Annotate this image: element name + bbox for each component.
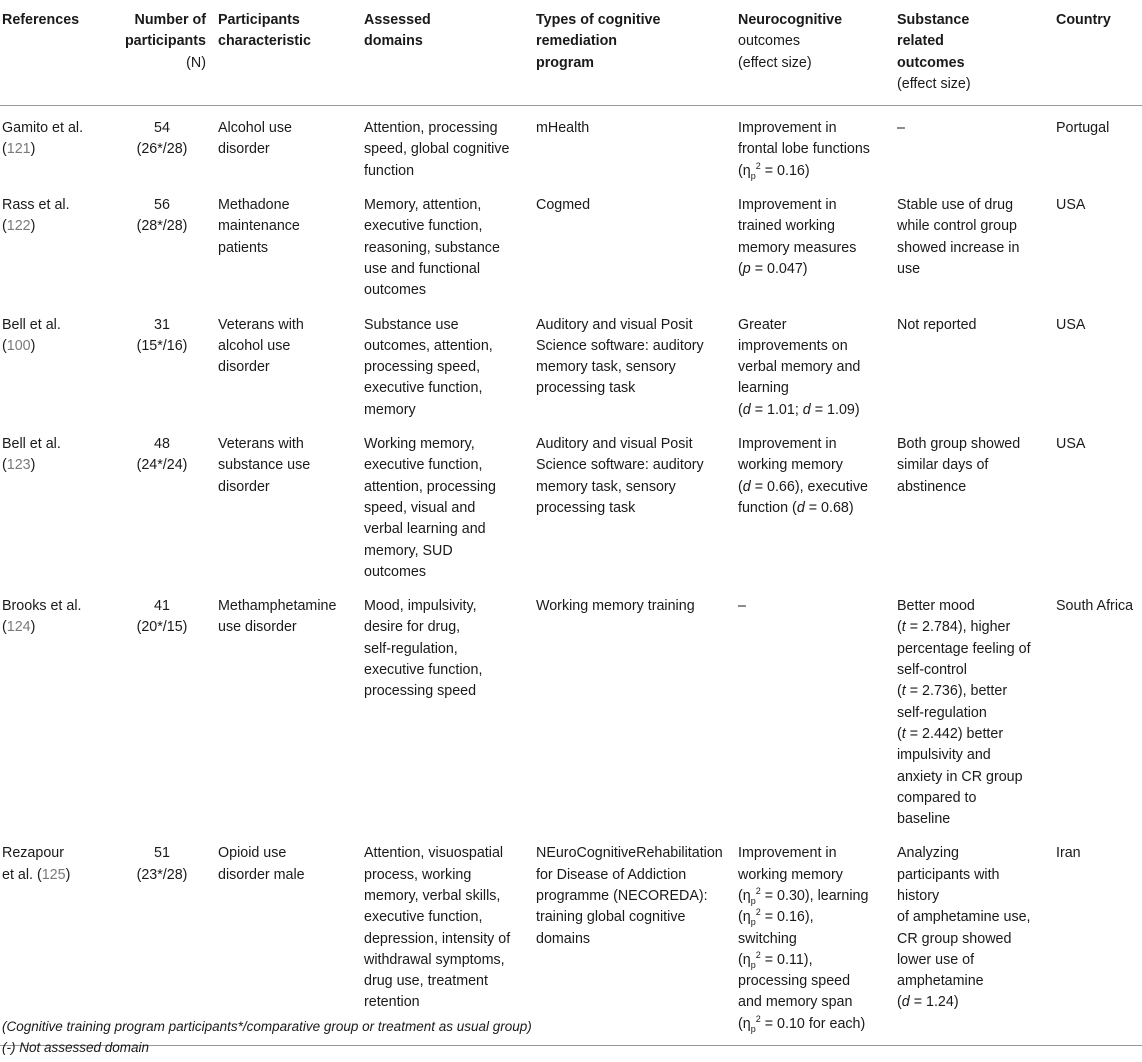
reference-author: Bell et al.: [2, 436, 61, 453]
cell-line: while control group: [897, 218, 1018, 235]
cell-line: disorder: [218, 478, 270, 495]
cell-line: Opioid use: [218, 845, 287, 862]
cell-line: memory, SUD: [364, 542, 453, 559]
cell-line: memory task, sensory: [536, 359, 676, 376]
cell-line: Stable use of drug: [897, 197, 1014, 214]
cell-line: Working memory training: [536, 598, 695, 615]
reference-link[interactable]: 121: [6, 141, 31, 158]
footnotes: [2, 1016, 532, 1058]
cell-line: verbal memory and: [738, 359, 861, 376]
cell-line: programme (NECOREDA):: [536, 887, 708, 904]
cell-line: depression, intensity of: [364, 930, 511, 947]
table-row: [0, 185, 1142, 304]
participants-cell: [116, 586, 216, 833]
header-domains: Assessed domains: [362, 0, 534, 106]
cell-line: outcomes: [364, 282, 426, 299]
cell-line: use: [897, 260, 921, 277]
country-cell: South Africa: [1056, 598, 1134, 615]
cell-line: compared to: [897, 789, 977, 806]
cell-line: Analyzing: [897, 845, 959, 862]
cell-line: learning: [738, 380, 789, 397]
domains-cell: [362, 185, 534, 304]
cell-line: speed, global cognitive: [364, 141, 510, 158]
participants-split: (28*/28): [136, 218, 188, 235]
cell-line: patients: [218, 239, 269, 256]
participants-split: (26*/28): [136, 141, 188, 158]
cell-line: of amphetamine use,: [897, 909, 1031, 926]
characteristic-cell: [216, 424, 362, 586]
reference-cell: Rezapour et al. (125): [0, 833, 116, 1045]
cell-line: (t = 2.442) better: [897, 725, 1004, 742]
cell-line: percentage feeling of: [897, 640, 1031, 657]
cell-line: processing task: [536, 499, 636, 516]
cell-line: $(\eta_p^2 = 0.16)$: [738, 160, 810, 181]
cell-line: Memory, attention,: [364, 197, 482, 214]
cell-line: –: [897, 120, 905, 137]
neurocognitive-cell: [736, 424, 895, 586]
cell-line: disorder male: [218, 866, 305, 883]
cell-line: Science software: auditory: [536, 457, 704, 474]
table-row: [0, 833, 1142, 1045]
participants-cell: [116, 106, 216, 185]
participants-total: 56: [154, 197, 170, 214]
cell-line: anxiety in CR group: [897, 768, 1023, 785]
characteristic-cell: [216, 305, 362, 424]
cell-line: participants with: [897, 866, 1000, 883]
cell-line: Attention, visuospatial: [364, 845, 504, 862]
cell-line: executive function,: [364, 218, 483, 235]
participants-total: 41: [154, 598, 170, 615]
country-cell: USA: [1056, 436, 1086, 453]
country-cell: Portugal: [1056, 120, 1110, 137]
cell-line: attention, processing: [364, 478, 496, 495]
cell-line: Alcohol use: [218, 120, 292, 137]
country-cell: USA: [1056, 316, 1086, 333]
program-cell: [534, 586, 736, 833]
cell-line: memory, verbal skills,: [364, 887, 501, 904]
substance-cell: [895, 305, 1054, 424]
program-cell: [534, 305, 736, 424]
cell-line: similar days of: [897, 457, 989, 474]
domains-cell: [362, 106, 534, 185]
table-body: [0, 106, 1142, 1046]
cell-line: Improvement in: [738, 120, 837, 137]
cell-line: executive function,: [364, 380, 483, 397]
header-neurocognitive: Neurocognitive outcomes (effect size): [736, 0, 895, 106]
cell-line: Mood, impulsivity,: [364, 598, 477, 615]
table-row: [0, 586, 1142, 833]
cell-line: alcohol use: [218, 337, 291, 354]
header-program: Types of cognitive remediation program: [534, 0, 736, 106]
header-substance: Substance related outcomes (effect size): [895, 0, 1054, 106]
cell-line: maintenance: [218, 218, 300, 235]
domains-cell: [362, 586, 534, 833]
reference-author: Gamito et al.: [2, 120, 84, 137]
cell-line: baseline: [897, 811, 951, 828]
header-characteristic: Participants characteristic: [216, 0, 362, 106]
substance-cell: [895, 106, 1054, 185]
cell-line: Methamphetamine: [218, 598, 337, 615]
cell-line: retention: [364, 994, 420, 1011]
cell-line: for Disease of Addiction: [536, 866, 687, 883]
program-cell: [534, 424, 736, 586]
reference-link[interactable]: 123: [6, 457, 31, 474]
cell-line: executive function,: [364, 909, 483, 926]
characteristic-cell: [216, 586, 362, 833]
cell-line: mHealth: [536, 120, 590, 137]
cell-line: Greater: [738, 316, 787, 333]
reference-link[interactable]: 100: [6, 337, 31, 354]
cell-line: (t = 2.736), better: [897, 683, 1008, 700]
neurocognitive-cell: [736, 305, 895, 424]
cell-line: Attention, processing: [364, 120, 498, 137]
program-cell: [534, 185, 736, 304]
reference-link[interactable]: 122: [6, 218, 31, 235]
cell-line: verbal learning and: [364, 521, 486, 538]
cell-line: function (d = 0.68): [738, 499, 854, 516]
cell-line: self-regulation,: [364, 640, 458, 657]
cell-line: withdrawal symptoms,: [364, 951, 505, 968]
participants-total: 31: [154, 316, 170, 333]
country-cell: Iran: [1054, 833, 1142, 1045]
participants-cell: [116, 185, 216, 304]
reference-cell: Bell et al. (123): [0, 424, 116, 586]
cell-line: memory measures: [738, 239, 857, 256]
cell-line: ($\eta_p^2 = 0.10$ for each): [738, 1013, 866, 1034]
cell-line: self-control: [897, 662, 967, 679]
cell-line: abstinence: [897, 478, 967, 495]
cell-line: amphetamine: [897, 973, 984, 990]
cell-line: Methadone: [218, 197, 290, 214]
cell-line: –: [738, 598, 746, 615]
cell-line: (p = 0.047): [738, 260, 808, 277]
reference-cell: Brooks et al. (124): [0, 586, 116, 833]
reference-author: Rass et al.: [2, 197, 70, 214]
cell-line: Auditory and visual Posit: [536, 436, 693, 453]
cell-line: Substance use: [364, 316, 459, 333]
reference-author: Bell et al.: [2, 316, 61, 333]
participants-total: 54: [154, 120, 170, 137]
cell-line: (d = 1.24): [897, 994, 959, 1011]
cell-line: executive function,: [364, 662, 483, 679]
participants-split: (20*/15): [136, 619, 188, 636]
substance-cell: [895, 833, 1054, 1045]
reference-cell: Bell et al. (100): [0, 305, 116, 424]
cell-line: NEuroCognitiveRehabilitation: [536, 845, 723, 862]
substance-cell: [895, 424, 1054, 586]
cell-line: Better mood: [897, 598, 975, 615]
characteristic-cell: [216, 833, 362, 1045]
cell-line: Improvement in: [738, 436, 837, 453]
reference-link[interactable]: 124: [6, 619, 31, 636]
cell-line: improvements on: [738, 337, 848, 354]
cell-line: desire for drug,: [364, 619, 461, 636]
cell-line: $(\eta_p^2 = 0.16)$,: [738, 907, 814, 928]
table-row: [0, 305, 1142, 424]
domains-cell: [362, 833, 534, 1045]
cell-line: processing speed: [364, 683, 477, 700]
cell-line: memory: [364, 401, 416, 418]
cell-line: (t = 2.784), higher: [897, 619, 1011, 636]
cell-line: disorder: [218, 359, 270, 376]
cell-line: working memory: [738, 866, 843, 883]
cell-line: training global cognitive: [536, 909, 686, 926]
cell-line: processing speed: [738, 973, 851, 990]
cell-line: (d = 0.66), executive: [738, 478, 868, 495]
participants-split: (23*/28): [136, 866, 188, 883]
cell-line: reasoning, substance: [364, 239, 500, 256]
cell-line: Improvement in: [738, 197, 837, 214]
cell-line: Auditory and visual Posit: [536, 316, 693, 333]
cell-line: memory task, sensory: [536, 478, 676, 495]
cell-line: (d = 1.01; d = 1.09): [738, 401, 860, 418]
cell-line: outcomes, attention,: [364, 337, 493, 354]
cell-line: Both group showed: [897, 436, 1021, 453]
substance-cell: [895, 185, 1054, 304]
cell-line: switching: [738, 930, 797, 947]
participants-cell: [116, 424, 216, 586]
domains-cell: [362, 305, 534, 424]
participants-cell: [116, 305, 216, 424]
program-cell: [534, 106, 736, 185]
cell-line: disorder: [218, 141, 270, 158]
cell-line: use and functional: [364, 260, 481, 277]
header-country: Country: [1054, 0, 1142, 106]
cell-line: processing speed,: [364, 359, 481, 376]
cell-line: and memory span: [738, 994, 853, 1011]
neurocognitive-cell: [736, 185, 895, 304]
cell-line: impulsivity and: [897, 747, 991, 764]
cell-line: working memory: [738, 457, 843, 474]
cell-line: process, working: [364, 866, 472, 883]
reference-link[interactable]: 125: [41, 866, 66, 883]
table-row: [0, 424, 1142, 586]
cell-line: domains: [536, 930, 591, 947]
header-participants: Number of participants (N): [116, 0, 216, 106]
cell-line: trained working: [738, 218, 835, 235]
cell-line: Not reported: [897, 316, 977, 333]
reference-author: Rezapour: [2, 845, 64, 862]
table-row: [0, 106, 1142, 185]
cell-line: $(\eta_p^2 = 0.30)$, learning: [738, 885, 869, 906]
cell-line: Veterans with: [218, 316, 304, 333]
participants-cell: [116, 833, 216, 1045]
cell-line: CR group showed: [897, 930, 1012, 947]
cell-line: lower use of: [897, 951, 975, 968]
cell-line: Improvement in: [738, 845, 837, 862]
cell-line: function: [364, 162, 415, 179]
substance-cell: [895, 586, 1054, 833]
cell-line: Science software: auditory: [536, 337, 704, 354]
cell-line: Working memory,: [364, 436, 475, 453]
cell-line: frontal lobe functions: [738, 141, 870, 158]
neurocognitive-cell: [736, 586, 895, 833]
participants-total: 51: [154, 845, 170, 862]
neurocognitive-cell: [736, 106, 895, 185]
cell-line: drug use, treatment: [364, 973, 488, 990]
participants-split: (24*/24): [136, 457, 188, 474]
cell-line: speed, visual and: [364, 499, 476, 516]
cell-line: $(\eta_p^2 = 0.11)$,: [738, 949, 813, 970]
cell-line: outcomes: [364, 563, 426, 580]
domains-cell: [362, 424, 534, 586]
cell-line: executive function,: [364, 457, 483, 474]
footnote-legend: (Cognitive training program participants*/comparative group or treatment as usual group): [2, 1019, 532, 1034]
characteristic-cell: [216, 185, 362, 304]
participants-total: 48: [154, 436, 170, 453]
reference-cell: Rass et al. (122): [0, 185, 116, 304]
characteristic-cell: [216, 106, 362, 185]
program-cell: [534, 833, 736, 1045]
reference-author-cont: et al.: [2, 866, 37, 883]
cell-line: showed increase in: [897, 239, 1020, 256]
cell-line: substance use: [218, 457, 311, 474]
cell-line: processing task: [536, 380, 636, 397]
cell-line: Veterans with: [218, 436, 304, 453]
reference-cell: Gamito et al. (121): [0, 106, 116, 185]
cell-line: history: [897, 887, 940, 904]
header-references: References: [0, 0, 116, 106]
footnote-not-assessed: (-) Not assessed domain: [2, 1040, 150, 1055]
cell-line: self-regulation: [897, 704, 987, 721]
header-row: [0, 0, 1142, 106]
cell-line: use disorder: [218, 619, 297, 636]
country-cell: USA: [1056, 197, 1086, 214]
neurocognitive-cell: [736, 833, 895, 1045]
reference-author: Brooks et al.: [2, 598, 82, 615]
cell-line: Cogmed: [536, 197, 591, 214]
participants-split: (15*/16): [136, 337, 188, 354]
